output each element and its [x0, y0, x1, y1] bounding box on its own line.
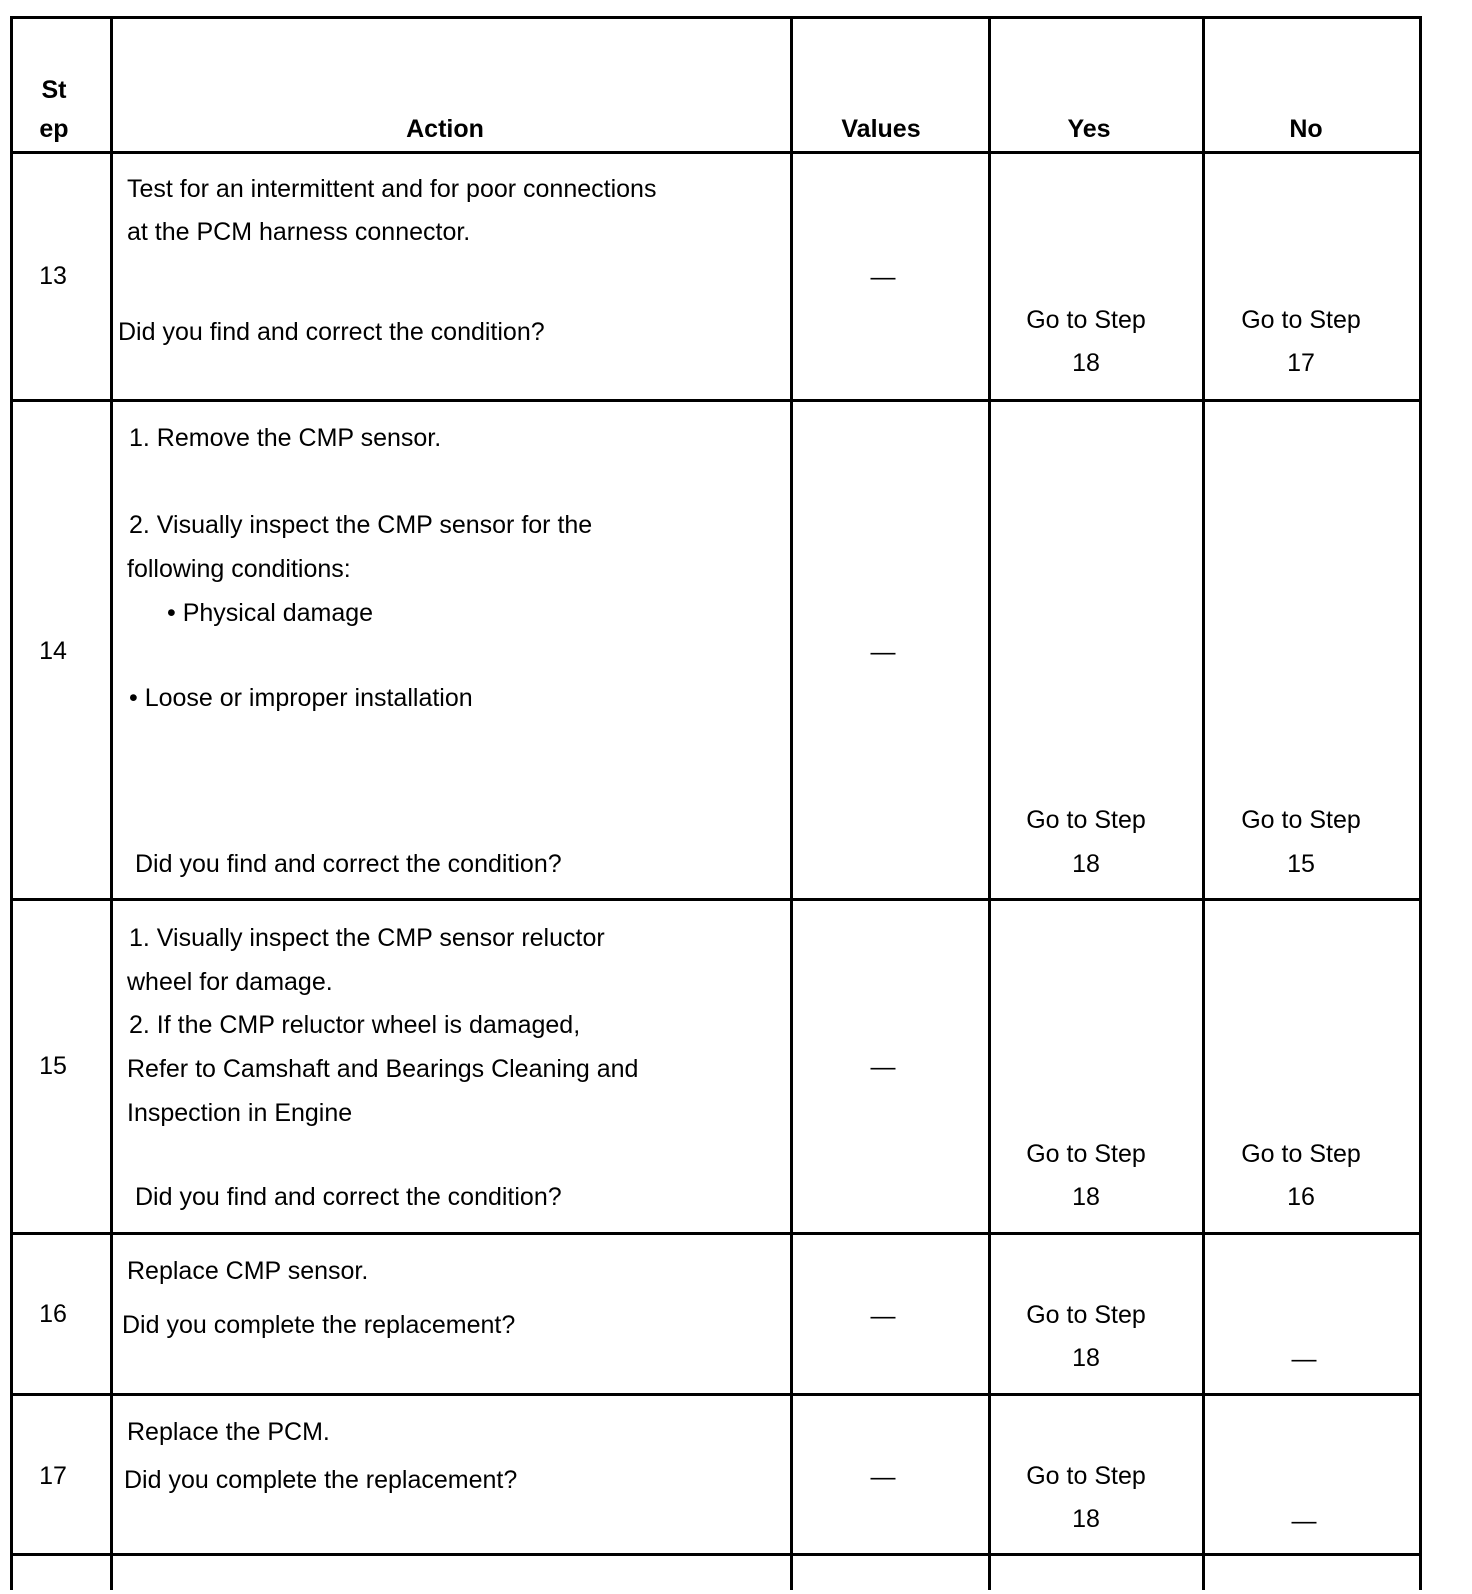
action-bullet: • Loose or improper installation	[129, 684, 473, 712]
action-question: Did you find and correct the condition?	[135, 1183, 562, 1211]
action-question: Did you find and correct the condition?	[118, 318, 545, 346]
action-text: following conditions:	[127, 555, 351, 583]
header-divider	[10, 151, 1422, 154]
column-divider-step-action	[110, 16, 113, 1590]
step-number: 17	[39, 1462, 67, 1490]
action-text: Refer to Camshaft and Bearings Cleaning and	[127, 1055, 639, 1083]
action-text: 1. Visually inspect the CMP sensor reluctor	[129, 924, 605, 952]
row-divider-14	[10, 898, 1422, 901]
header-action: Action	[406, 115, 484, 143]
values-cell: —	[870, 1053, 896, 1081]
step-number: 16	[39, 1300, 67, 1328]
no-cell: —	[1291, 1507, 1317, 1535]
action-text: Test for an intermittent and for poor connections	[127, 175, 657, 203]
table-border-left	[10, 16, 13, 1590]
header-no: No	[1289, 115, 1323, 143]
yes-cell-line1: Go to Step	[1026, 1301, 1146, 1329]
yes-cell-line1: Go to Step	[1026, 1462, 1146, 1490]
header-yes: Yes	[1067, 115, 1111, 143]
action-bullet: • Physical damage	[167, 599, 374, 627]
no-cell-line2: 17	[1287, 349, 1315, 377]
no-cell: —	[1291, 1345, 1317, 1373]
values-cell: —	[870, 638, 896, 666]
yes-cell-line2: 18	[1072, 850, 1100, 878]
action-text: 1. Remove the CMP sensor.	[129, 424, 442, 452]
no-cell-line1: Go to Step	[1241, 1140, 1361, 1168]
action-text: Replace the PCM.	[127, 1418, 330, 1446]
no-cell-line1: Go to Step	[1241, 306, 1361, 334]
action-text: wheel for damage.	[127, 968, 333, 996]
step-number: 13	[39, 262, 67, 290]
yes-cell-line1: Go to Step	[1026, 306, 1146, 334]
header-step-line1: St	[41, 76, 67, 104]
action-text: Inspection in Engine	[127, 1099, 353, 1127]
step-number: 15	[39, 1052, 67, 1080]
no-cell-line2: 15	[1287, 850, 1315, 878]
action-text: 2. Visually inspect the CMP sensor for the	[129, 511, 593, 539]
yes-cell-line2: 18	[1072, 1505, 1100, 1533]
values-cell: —	[870, 263, 896, 291]
action-question: Did you complete the replacement?	[122, 1311, 516, 1339]
yes-cell-line2: 18	[1072, 349, 1100, 377]
yes-cell-line2: 18	[1072, 1344, 1100, 1372]
action-text: Replace CMP sensor.	[127, 1257, 369, 1285]
values-cell: —	[870, 1302, 896, 1330]
action-question: Did you find and correct the condition?	[135, 850, 562, 878]
table-border-bottom	[10, 1553, 1422, 1556]
yes-cell-line1: Go to Step	[1026, 806, 1146, 834]
table-border-right	[1419, 16, 1422, 1590]
yes-cell-line2: 18	[1072, 1183, 1100, 1211]
yes-cell-line1: Go to Step	[1026, 1140, 1146, 1168]
no-cell-line2: 16	[1287, 1183, 1315, 1211]
values-cell: —	[870, 1463, 896, 1491]
step-number: 14	[39, 637, 67, 665]
table-border-top	[10, 16, 1422, 19]
row-divider-13	[10, 399, 1422, 402]
header-step-line2: ep	[39, 115, 69, 143]
no-cell-line1: Go to Step	[1241, 806, 1361, 834]
row-divider-16	[10, 1393, 1422, 1396]
action-question: Did you complete the replacement?	[124, 1466, 518, 1494]
column-divider-yes-no	[1202, 16, 1205, 1590]
header-values: Values	[841, 115, 921, 143]
action-text: 2. If the CMP reluctor wheel is damaged,	[129, 1011, 581, 1039]
row-divider-15	[10, 1232, 1422, 1235]
action-text: at the PCM harness connector.	[127, 218, 471, 246]
column-divider-values-yes	[988, 16, 991, 1590]
column-divider-action-values	[790, 16, 793, 1590]
